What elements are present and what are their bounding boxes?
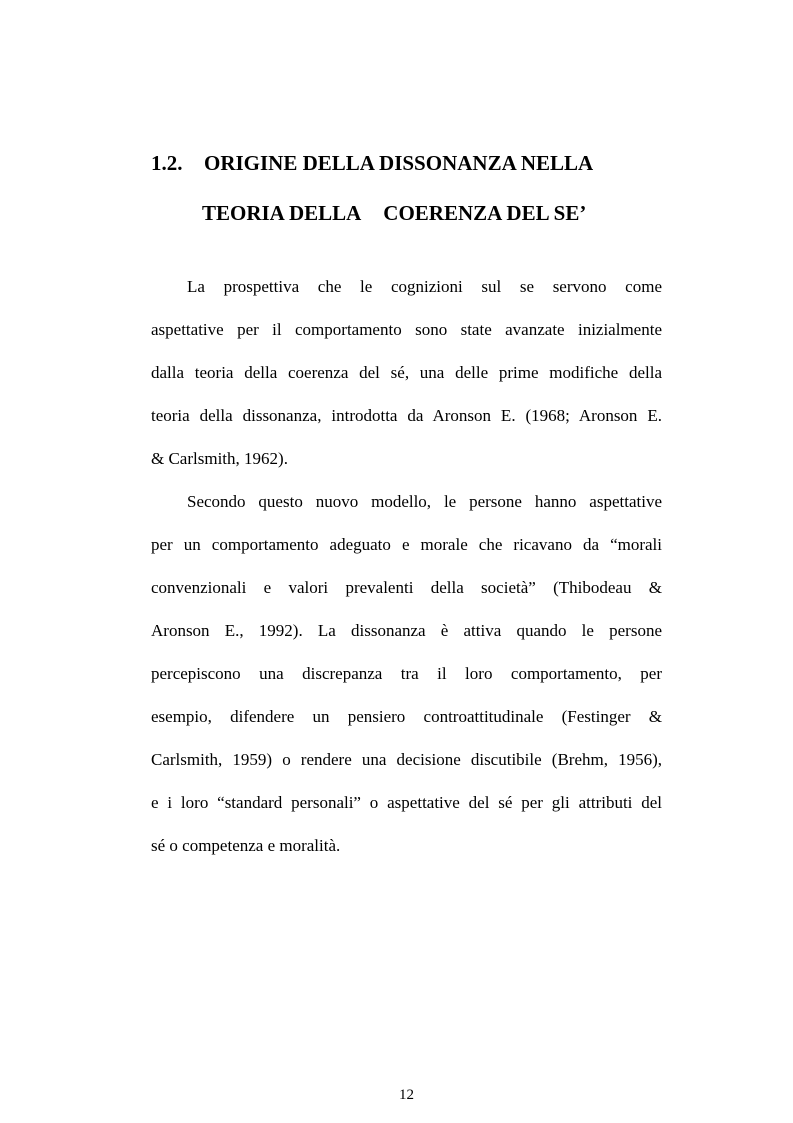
- paragraph-1-line-5: & Carlsmith, 1962).: [151, 449, 288, 468]
- paragraph-1-line-1: La prospettiva che le cognizioni sul se servono come: [187, 277, 662, 296]
- paragraph-1-line-2: aspettative per il comportamento sono state avanzate inizialmente: [151, 320, 662, 339]
- paragraph-1-line-4: teoria della dissonanza, introdotta da Aronson E. (1968; Aronson E.: [151, 406, 662, 425]
- paragraph-2-line-2: per un comportamento adeguato e morale che ricavano da “morali: [151, 535, 662, 554]
- section-title-line-1: ORIGINE DELLA DISSONANZA NELLA: [204, 151, 594, 175]
- section-heading: [151, 151, 593, 175]
- paragraph-2-line-5: percepiscono una discrepanza tra il loro comportamento, per: [151, 664, 662, 683]
- paragraph-2-line-6: esempio, difendere un pensiero controattitudinale (Festinger &: [151, 707, 662, 726]
- paragraph-2-line-9: sé o competenza e moralità.: [151, 836, 341, 855]
- paragraph-2-line-8: e i loro “standard personali” o aspettative del sé per gli attributi del: [151, 793, 662, 812]
- paragraph-2-line-7: Carlsmith, 1959) o rendere una decisione discutibile (Brehm, 1956),: [151, 750, 662, 769]
- paragraph-1-line-3: dalla teoria della coerenza del sé, una delle prime modifiche della: [151, 363, 662, 382]
- section-number: 1.2.: [151, 151, 183, 175]
- paragraph-2-line-4: Aronson E., 1992). La dissonanza è attiva quando le persone: [151, 621, 662, 640]
- paragraph-2-line-1: Secondo questo nuovo modello, le persone hanno aspettative: [187, 492, 662, 511]
- paragraph-2-line-3: convenzionali e valori prevalenti della società” (Thibodeau &: [151, 578, 662, 597]
- section-heading-continued: [202, 201, 586, 225]
- section-title-line-2b: COERENZA DEL SE’: [383, 201, 587, 225]
- page-number: 12: [399, 1087, 414, 1103]
- section-title-line-2a: TEORIA DELLA: [202, 201, 362, 225]
